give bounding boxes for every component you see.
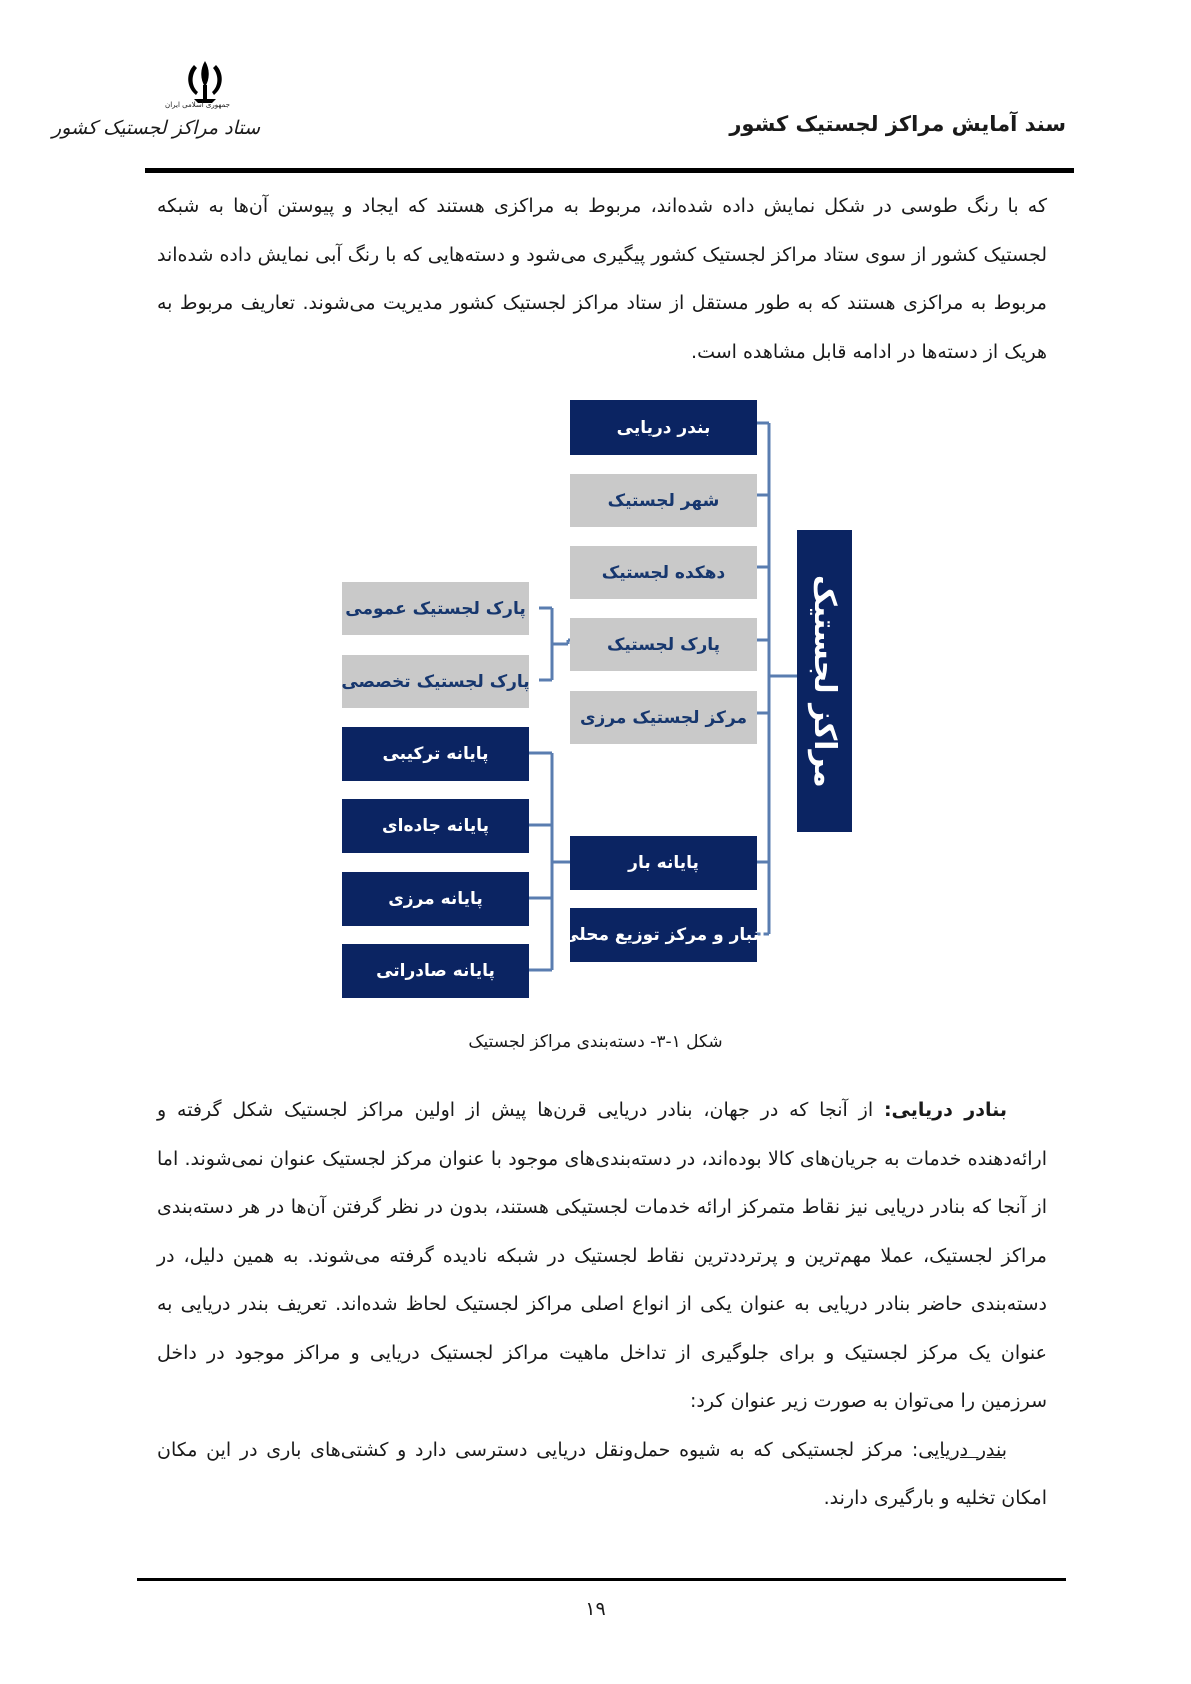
definition-body: : مرکز لجستیکی که به شیوه حمل‌ونقل دریایی دسترسی دارد و کشتی‌های باری در این مکان امکان تخلیه و بارگیری دارند. — [157, 1438, 1047, 1509]
diagram-box-specialized-park: پارک لجستیک تخصصی — [342, 655, 529, 708]
footer-rule — [137, 1578, 1066, 1581]
diagram-box-export-terminal: پایانه صادراتی — [342, 944, 529, 998]
diagram-box-border-terminal: پایانه مرزی — [342, 872, 529, 926]
figure-caption: شکل ۱-۳- دسته‌بندی مراکز لجستیک — [468, 1032, 723, 1052]
page-number: ۱۹ — [585, 1598, 606, 1620]
diagram-box-public-park: پارک لجستیک عمومی — [342, 582, 529, 635]
logo-organization-text: ستاد مراکز لجستیک کشور — [52, 117, 260, 139]
diagram-root-box: مراکز لجستیک — [797, 530, 852, 832]
document-title: سند آمایش مراکز لجستیک کشور — [729, 112, 1066, 136]
definition-term: بندر دریایی — [918, 1438, 1007, 1461]
seaports-section — [157, 1086, 1047, 1523]
diagram-box-border-logistics-center: مرکز لجستیک مرزی — [570, 691, 757, 744]
logo-country-text: جمهوری اسلامی ایران — [165, 101, 230, 109]
diagram-box-seaport: بندر دریایی — [570, 400, 757, 455]
diagram-box-local-warehouse: انبار و مرکز توزیع محلی — [570, 908, 757, 962]
seaports-paragraph — [157, 1086, 1047, 1426]
diagram-box-freight-terminal: پایانه بار — [570, 836, 757, 890]
diagram-box-logistics-park: پارک لجستیک — [570, 618, 757, 671]
seaports-body: از آنجا که در جهان، بنادر دریایی قرن‌ها پیش از اولین مراکز لجستیک شکل گرفته و ارائه‌دهنده خدمات به جریان‌های کالا بوده‌اند، در دسته‌بندی‌های موجود با عنوان مرکز لجستیک عنوان نمی‌شوند. اما از آنجا که بنادر دریایی نیز نقاط متمرکز ارائه خدمات لجستیکی هستند، بدون در نظر گرفتن آن‌ها در هر دسته‌بندی مراکز لجستیک، عملا مهم‌ترین و پرترددترین نقاط لجستیک در شبکه نادیده گرفته می‌شوند. به همین دلیل، در دسته‌بندی حاضر بنادر دریایی به عنوان یکی از انواع اصلی مراکز لجستیک لحاظ شده‌اند. تعریف بندر دریایی به عنوان یک مرکز لجستیک و برای جلوگیری از تداخل ماهیت مراکز لجستیک دریایی و مراکز موجود در داخل سرزمین را می‌توان به صورت زیر عنوان کرد: — [157, 1099, 1047, 1412]
intro-text: که با رنگ طوسی در شکل نمایش داده شده‌اند، مربوط به مراکزی هستند که ایجاد و پیوستن آن‌ها به شبکه لجستیک کشور از سوی ستاد مراکز لجستیک کشور پیگیری می‌شود و دسته‌هایی که با رنگ آبی نمایش داده شده‌اند مربوط به مراکزی هستند که به طور مستقل از ستاد مراکز لجستیک کشور مدیریت می‌شوند. تعاریف مربوط به هریک از دسته‌ها در ادامه قابل مشاهده است. — [157, 195, 1047, 363]
definition-paragraph — [157, 1426, 1047, 1523]
diagram-box-logistics-city: شهر لجستیک — [570, 474, 757, 527]
diagram-box-logistics-village: دهکده لجستیک — [570, 546, 757, 599]
diagram-box-intermodal-terminal: پایانه ترکیبی — [342, 727, 529, 781]
seaports-heading: بنادر دریایی: — [883, 1099, 1007, 1121]
diagram-box-road-terminal: پایانه جاده‌ای — [342, 799, 529, 853]
